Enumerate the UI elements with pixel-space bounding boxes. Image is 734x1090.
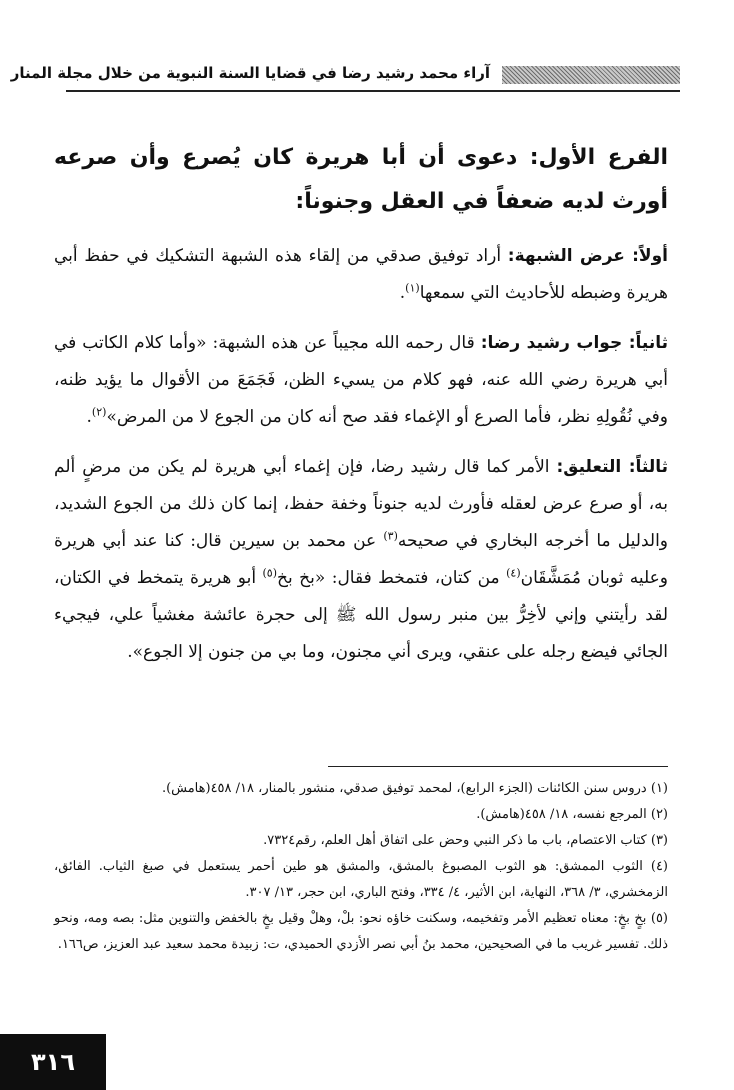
paragraph-tail: . (86, 407, 92, 427)
footnote-item: (٤) الثوب الممشق: هو الثوب المصبوغ بالمشق، والمشق هو طين أحمر يستعمل في صبغ الثياب. الفائق، الزمخشري، ٣/ ٣٦٨، النهاية، ابن الأثير، ٤/ ٣٣٤، وفتح الباري، ابن حجر، ١٣/ ٣٠٧. (54, 859, 668, 900)
footnotes (54, 776, 668, 958)
paragraph-text: قال رحمه الله مجيباً عن هذه الشبهة: «وأما كلام الكاتب في أبي هريرة رضي الله عنه، فهو كلام من يسيء الظن، فَجَمَعَ من الأقوال ما يؤيد ظنه، وفي نُقُولِهِ نظر، فأما الصرع أو الإغماء فقد صح أنه كان من الجوع لا من المرض» (54, 333, 668, 427)
page-number: ٣١٦ (0, 1034, 106, 1090)
footnote-ref-2: (٢) (91, 405, 107, 419)
section-heading: الفرع الأول: دعوى أن أبا هريرة كان يُصرع وأن صرعه أورث لديه ضعفاً في العقل وجنوناً: (54, 145, 668, 214)
paragraph-text: أراد توفيق صدقي من إلقاء هذه الشبهة التشكيك في حفظ أبي هريرة وضبطه للأحاديث التي سمعها (54, 246, 668, 303)
paragraph-commentary (54, 449, 668, 671)
footnote-item: (٢) المرجع نفسه، ١٨/ ٤٥٨(هامش). (476, 807, 668, 822)
paragraph-lead: أولاً: عرض الشبهة: (507, 246, 668, 266)
paragraph-lead: ثالثاً: التعليق: (556, 457, 668, 477)
footnote-ref-5: (٥) (262, 566, 278, 580)
footnote-ref-3: (٣) (383, 529, 398, 543)
paragraph-text: عن محمد بن سيرين قال: كنا عند أبي هريرة وعليه ثوبان مُمَشَّقَان (54, 531, 668, 588)
paragraph-response (54, 325, 668, 436)
paragraph-text: من كتان، فتمخط فقال: «بخ بخ (277, 568, 507, 588)
header-rule (66, 90, 680, 92)
running-header (10, 62, 680, 92)
footnote-separator (328, 766, 668, 767)
paragraph-text: الأمر كما قال رشيد رضا، فإن إغماء أبي هريرة لم يكن من مرضٍ ألم به، أو صرع عرض لعقله فأورث لديه جنوناً وخفة حفظ، إنما كان ذلك من الجوع الشديد، والدليل ما أخرجه البخاري في صحيحه (54, 457, 668, 551)
paragraph-text: أبو هريرة يتمخط في الكتان، لقد رأيتني وإني لأخِرُّ بين منبر رسول الله ﷺ إلى حجرة عائشة مغشياً علي، فيجيء الجائي فيضع رجله على عنقي، ويرى أني مجنون، وما بي من جنون إلا الجوع» (54, 568, 668, 662)
footnote-item: (٥) بخٍ بخٍ: معناه تعظيم الأمر وتفخيمه، وسكنت خاؤه نحو: بلْ، وهلْ وقيل بخٍ بالخفض والتنوين مثل: بصه ومه، ونحو ذلك. تفسير غريب ما في الصحيحين، محمد بنُ أبي نصر الأزدي الحميدي، ت: زبيدة محمد سعيد عبد العزيز، ص١٦٦. (54, 911, 668, 952)
running-header-title: آراء محمد رشيد رضا في قضايا السنة النبوية من خلال مجلة المنار (10, 64, 490, 82)
footnote-item: (١) دروس سنن الكائنات (الجزء الرابع)، لمحمد توفيق صدقي، منشور بالمنار، ١٨/ ٤٥٨(هامش). (161, 781, 668, 796)
paragraph-lead: ثانياً: جواب رشيد رضا: (480, 333, 668, 353)
main-text (54, 136, 668, 684)
paragraph-tail: . (127, 642, 133, 662)
paragraph-presentation (54, 238, 668, 312)
header-decorative-band (502, 66, 680, 84)
paragraph-tail: . (399, 283, 406, 303)
footnote-ref-4: (٤) (506, 566, 521, 580)
footnote-ref-1: (١) (405, 281, 420, 295)
footnote-item: (٣) كتاب الاعتصام، باب ما ذكر النبي وحض على اتفاق أهل العلم، رقم٧٣٢٤. (263, 833, 668, 848)
